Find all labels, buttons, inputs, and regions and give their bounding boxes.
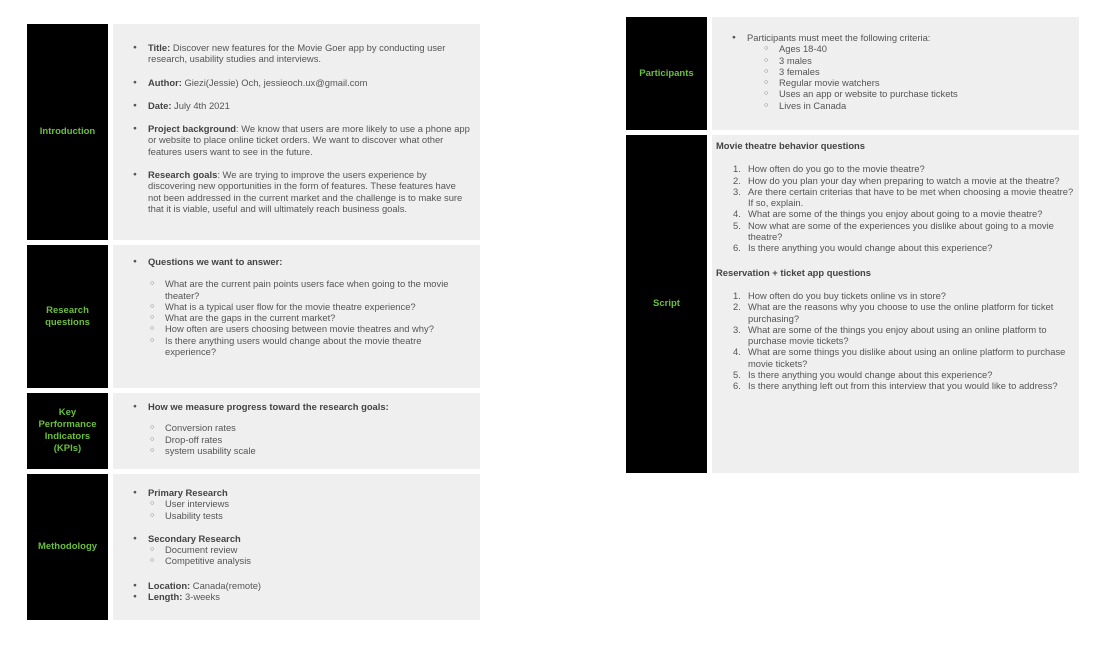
methodology-content — [113, 474, 480, 620]
script-question: 4. What are some of the things you enjoy about going to a movie theatre? — [716, 208, 1075, 219]
script-question: 6. Is there anything left out from this interview that you would like to address? — [716, 380, 1075, 391]
script-section — [626, 135, 1079, 473]
kpis-content — [113, 393, 480, 469]
script-question: 1. How often do you go to the movie theatre? — [716, 163, 1075, 174]
participants-section — [626, 17, 1079, 130]
script-question: 3. Are there certain criterias that have to be met when choosing a movie theatre? If so, explain. — [716, 186, 1075, 209]
participants-intro: Participants must meet the following criteria: — [747, 32, 931, 43]
background-text: : We know that users are more likely to use a phone app or website to place online ticket orders. We want to discover what other features users want to see in the future. — [148, 123, 470, 157]
background-item — [133, 123, 470, 157]
script-label: Script — [626, 135, 707, 473]
script-question: 2. What are the reasons why you choose to use the online platform for ticket purchasing? — [716, 301, 1075, 324]
criteria-item: ○ Regular movie watchers — [747, 77, 1069, 88]
script-question: 5. Is there anything you would change about this experience? — [716, 369, 1075, 380]
criteria-item: ○ Lives in Canada — [747, 100, 1069, 111]
location-label: Location: — [148, 579, 191, 591]
goals-label: Research goals — [148, 169, 218, 181]
questions-heading-item — [133, 256, 470, 267]
goals-text: : We are trying to improve the users experience by discovering new opportunities in the form of features. These features have not been addressed in the current market and the challenge is to make sure that it is viable, useful and will ultimately reach business goals. — [148, 169, 463, 214]
script-question: 3. What are some of the things you enjoy about using an online platform to purchase movie tickets? — [716, 324, 1075, 347]
criteria-item: ○ Ages 18-40 — [747, 43, 1069, 54]
primary-research-heading: Primary Research — [148, 487, 228, 498]
question-item: ○ What are the gaps in the current market? — [133, 312, 470, 323]
script-question: 6. Is there anything you would change about this experience? — [716, 242, 1075, 253]
criteria-item: ○ Uses an app or website to purchase tickets — [747, 88, 1069, 99]
participants-intro-item — [732, 32, 1069, 43]
title-item — [133, 42, 470, 65]
secondary-research-heading: Secondary Research — [148, 532, 241, 544]
criteria-item: ○ 3 males — [747, 55, 1069, 66]
script-question: 5. Now what are some of the experiences you dislike about going to a movie theatre? — [716, 220, 1075, 243]
date-text: July 4th 2021 — [171, 99, 230, 111]
length-label: Length: — [148, 591, 183, 603]
criteria-item: ○ 3 females — [747, 66, 1069, 77]
title-text: Discover new features for the Movie Goer app by conducting user research, usability studies and interviews. — [148, 42, 446, 65]
question-item: ○ What is a typical user flow for the movie theatre experience? — [133, 301, 470, 312]
author-label: Author: — [148, 76, 182, 88]
author-item — [133, 77, 470, 88]
script-question: 1. How often do you buy tickets online vs in store? — [716, 290, 1075, 301]
research-questions-section — [27, 245, 480, 388]
script-question: 4. What are some things you dislike about using an online platform to purchase movie tickets? — [716, 346, 1075, 369]
question-item: ○ What are the current pain points users face when going to the movie theater? — [133, 278, 470, 301]
secondary-research-item — [133, 533, 470, 544]
questions-heading: Questions we want to answer: — [148, 256, 283, 267]
methodology-section — [27, 474, 480, 620]
research-questions-label: Research questions — [27, 245, 108, 388]
introduction-content — [113, 24, 480, 240]
kpis-heading-item — [133, 401, 470, 412]
primary-research-item — [133, 487, 470, 498]
kpis-section — [27, 393, 480, 469]
script-section1-heading: Movie theatre behavior questions — [716, 140, 865, 151]
date-label: Date: — [148, 99, 172, 111]
location-text: Canada(remote) — [190, 579, 262, 591]
kpis-label: Key Performance Indicators (KPIs) — [27, 393, 108, 469]
date-item — [133, 100, 470, 111]
goals-item — [133, 169, 470, 214]
title-label: Title: — [148, 42, 171, 53]
kpi-item: ○ Drop-off rates — [133, 434, 470, 445]
background-label: Project background — [148, 123, 237, 135]
script-question: 2. How do you plan your day when preparing to watch a movie at the theatre? — [716, 175, 1075, 186]
method-item: ○ Document review — [133, 544, 470, 555]
methodology-label: Methodology — [27, 474, 108, 620]
method-item: ○ Usability tests — [133, 510, 470, 521]
author-text: Giezi(Jessie) Och, jessieoch.ux@gmail.com — [181, 76, 368, 88]
method-item: ○ Competitive analysis — [133, 555, 470, 566]
research-questions-content — [113, 245, 480, 388]
introduction-section — [27, 24, 480, 240]
kpis-heading: How we measure progress toward the research goals: — [148, 401, 389, 412]
question-item: ○ How often are users choosing between movie theatres and why? — [133, 323, 470, 334]
length-text: 3-weeks — [182, 591, 220, 603]
kpi-item: ○ Conversion rates — [133, 422, 470, 433]
script-section2-heading: Reservation + ticket app questions — [716, 266, 871, 278]
length-item — [133, 591, 470, 602]
kpi-item: ○ system usability scale — [133, 445, 470, 456]
question-item: ○ Is there anything users would change about the movie theatre experience? — [133, 335, 470, 358]
location-item — [133, 580, 470, 591]
participants-label: Participants — [626, 17, 707, 130]
method-item: ○ User interviews — [133, 498, 470, 509]
introduction-label: Introduction — [27, 24, 108, 240]
participants-content — [712, 17, 1079, 130]
script-content — [712, 135, 1079, 473]
